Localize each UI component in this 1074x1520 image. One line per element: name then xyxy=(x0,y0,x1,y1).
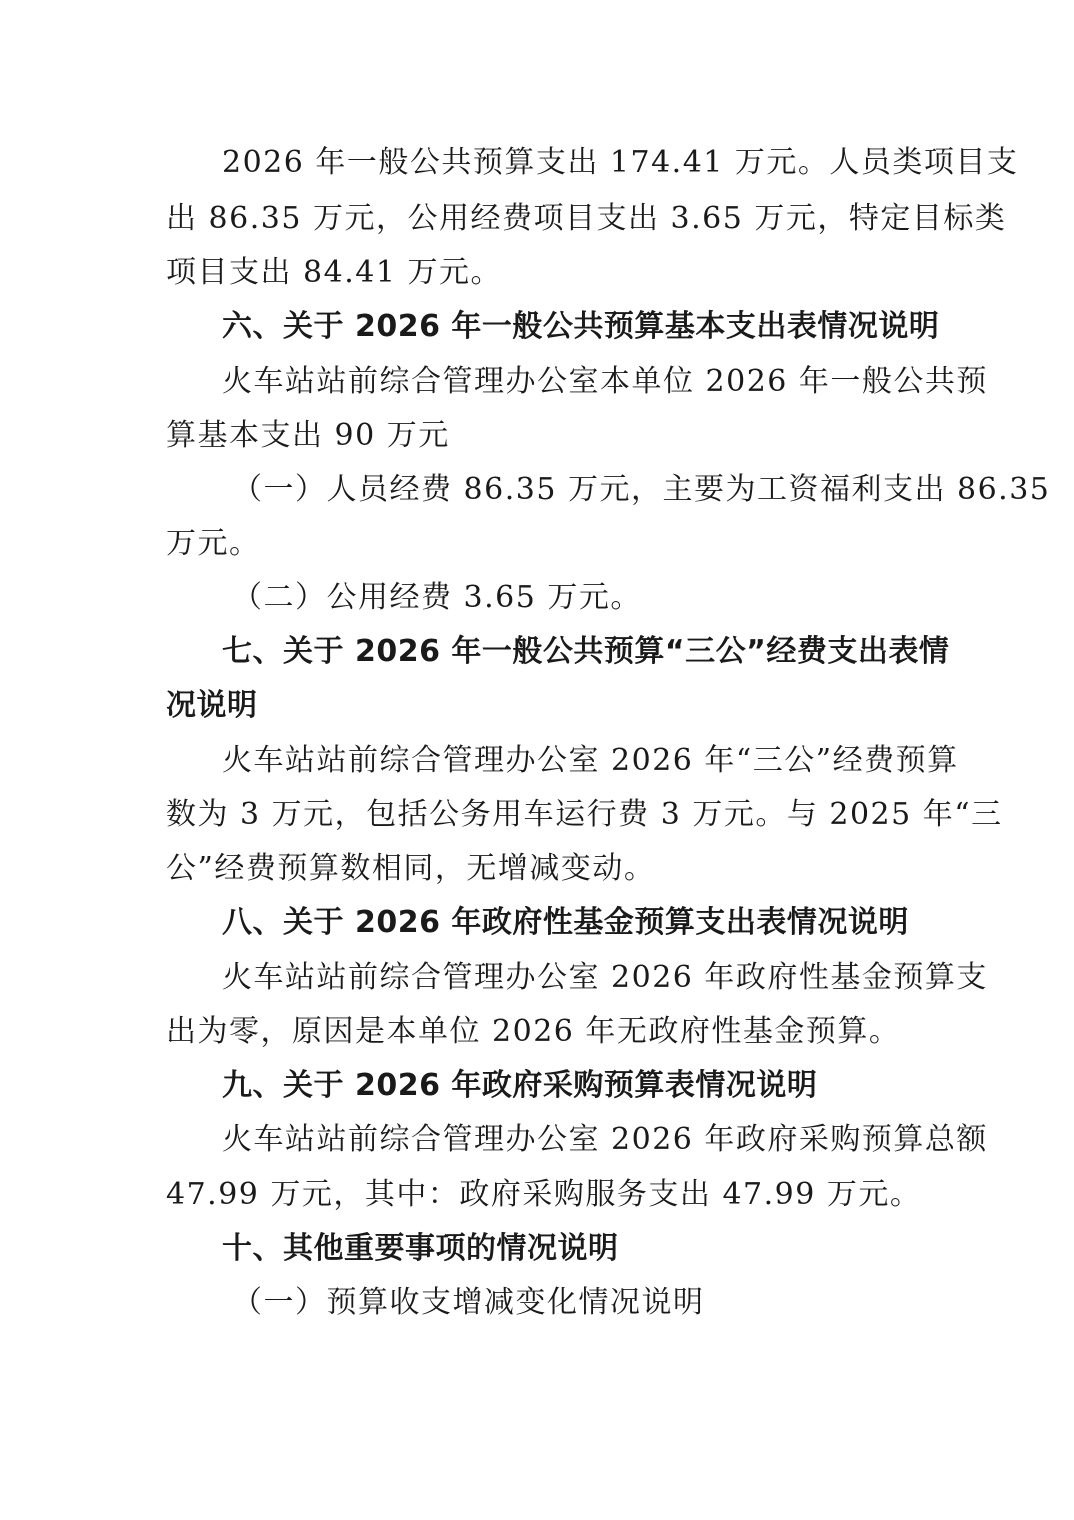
section-heading-10: 十、其他重要事项的情况说明 xyxy=(222,1231,619,1266)
paragraph-line: （一）人员经费 86.35 万元，主要为工资福利支出 86.35 xyxy=(232,472,1051,507)
paragraph-line: 出 86.35 万元，公用经费项目支出 3.65 万元，特定目标类 xyxy=(166,201,1007,236)
paragraph-line: （一）预算收支增减变化情况说明 xyxy=(232,1285,705,1320)
section-heading-7-cont: 况说明 xyxy=(166,688,258,723)
paragraph-line: 项目支出 84.41 万元。 xyxy=(166,255,502,290)
paragraph-line: 47.99 万元，其中：政府采购服务支出 47.99 万元。 xyxy=(166,1177,922,1212)
paragraph-line: 算基本支出 90 万元 xyxy=(166,418,450,453)
section-heading-9: 九、关于 2026 年政府采购预算表情况说明 xyxy=(222,1068,818,1103)
paragraph-line: （二）公用经费 3.65 万元。 xyxy=(232,580,642,615)
section-heading-8: 八、关于 2026 年政府性基金预算支出表情况说明 xyxy=(222,905,909,940)
paragraph-line: 公”经费预算数相同，无增减变动。 xyxy=(166,851,656,886)
paragraph-line: 火车站站前综合管理办公室 2026 年“三公”经费预算 xyxy=(222,743,959,778)
paragraph-line: 数为 3 万元，包括公务用车运行费 3 万元。与 2025 年“三 xyxy=(166,797,1003,832)
paragraph-line: 火车站站前综合管理办公室 2026 年政府采购预算总额 xyxy=(222,1122,988,1157)
section-heading-7: 七、关于 2026 年一般公共预算“三公”经费支出表情 xyxy=(222,634,950,669)
paragraph-line: 火车站站前综合管理办公室 2026 年政府性基金预算支 xyxy=(222,960,988,995)
paragraph-line: 出为零，原因是本单位 2026 年无政府性基金预算。 xyxy=(166,1014,901,1049)
paragraph-line: 万元。 xyxy=(166,526,261,561)
paragraph-line: 2026 年一般公共预算支出 174.41 万元。人员类项目支 xyxy=(222,145,1019,180)
paragraph-line: 火车站站前综合管理办公室本单位 2026 年一般公共预 xyxy=(222,364,988,399)
section-heading-6: 六、关于 2026 年一般公共预算基本支出表情况说明 xyxy=(222,309,940,344)
